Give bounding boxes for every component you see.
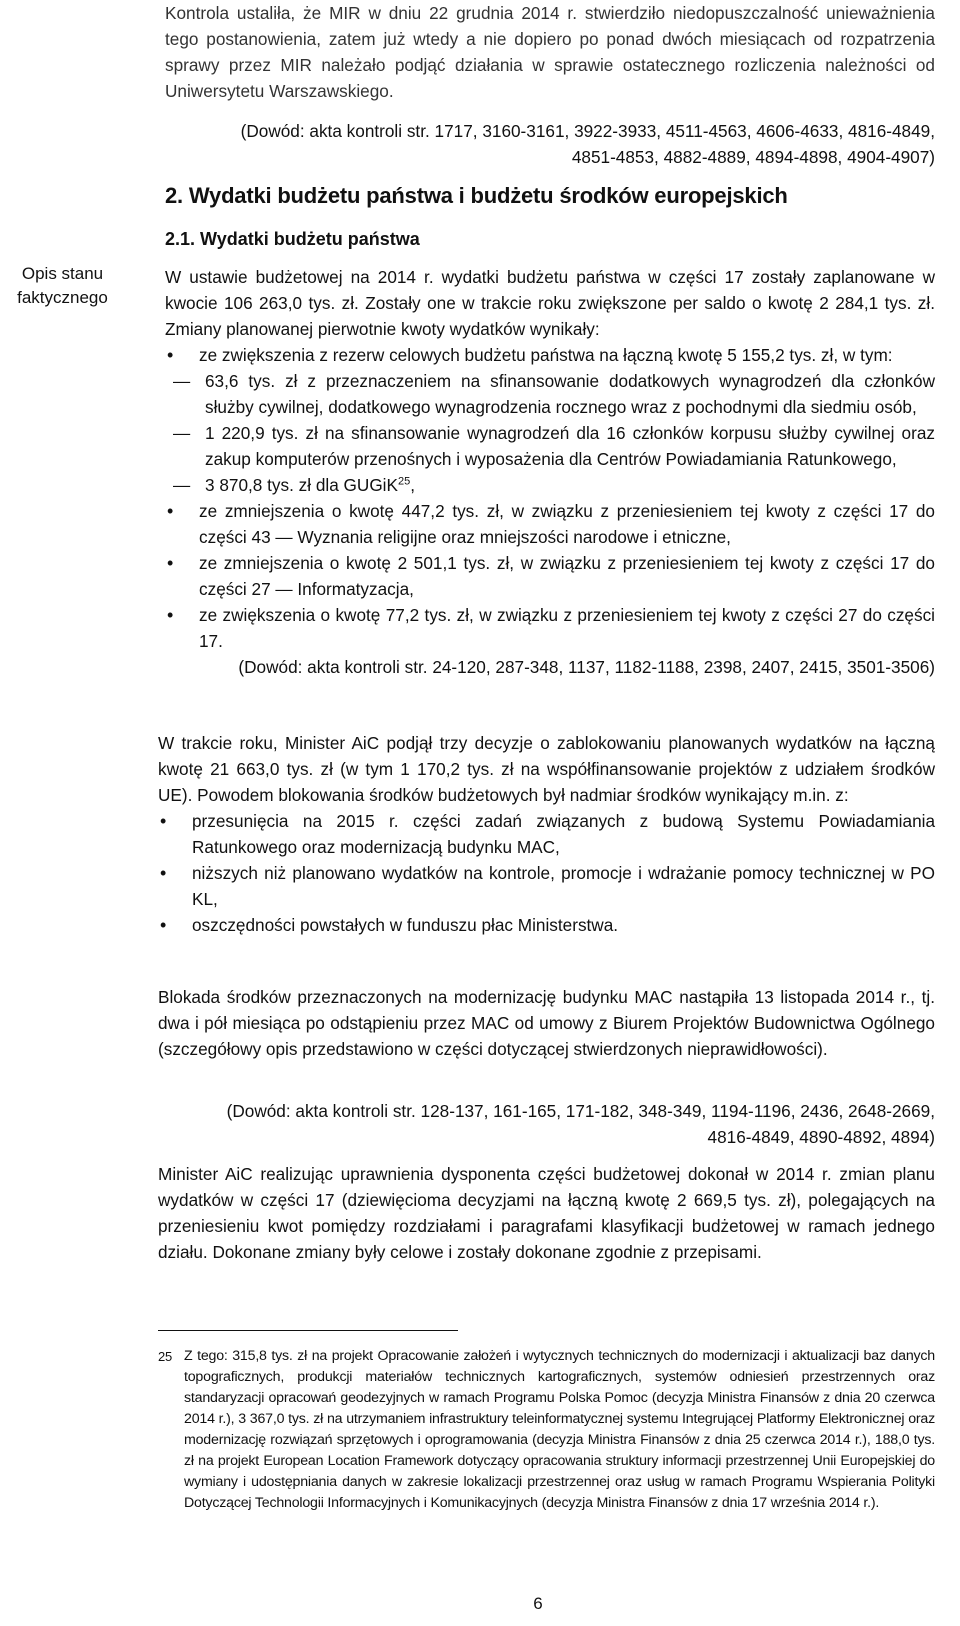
- budget-paragraph: W ustawie budżetowej na 2014 r. wydatki budżetu państwa w części 17 zostały zaplanowane w kwocie 106 263,0 tys. zł. Zostały one w trakcie roku zwiększone per saldo o kwotę 2 284,1 tys. zł. Zmiany planowanej pierwotnie kwoty wydatków wynikały:: [165, 267, 935, 339]
- gugik-text: 3 870,8 tys. zł dla GUGiK: [205, 475, 398, 495]
- subsection-heading-block: [165, 226, 935, 252]
- blocking-block: [158, 730, 935, 938]
- reserves-sub-list: [165, 368, 935, 498]
- blocking-reasons-list: [158, 808, 935, 938]
- blockade-paragraph: Blokada środków przeznaczonych na modernizację budynku MAC nastąpiła 13 listopada 2014 r., tj. dwa i pół miesiąca po odstąpieniu przez MAC od umowy z Biurem Projektów Budownictwa Ogólnego (szczegółowy opis przedstawiono w części dotyczącej stwierdzonych nieprawidłowości).: [158, 987, 935, 1059]
- evidence-3: [158, 1098, 935, 1150]
- list-item: • niższych niż planowano wydatków na kontrole, promocje i wdrażanie pomocy technicznej w PO KL,: [158, 860, 935, 912]
- list-item: • ze zwiększenia o kwotę 77,2 tys. zł, w związku z przeniesieniem tej kwoty z części 27 do części 17.: [165, 602, 935, 654]
- subsection-heading: 2.1. Wydatki budżetu państwa: [165, 229, 420, 249]
- list-item: • przesunięcia na 2015 r. części zadań związanych z budową Systemu Powiadamiania Ratunkowego oraz modernizacją budynku MAC,: [158, 808, 935, 860]
- section-heading: 2. Wydatki budżetu państwa i budżetu środków europejskich: [165, 183, 788, 208]
- side-label: Opis stanu faktycznego: [17, 264, 108, 307]
- list-item: • ze zmniejszenia o kwotę 2 501,1 tys. zł, w związku z przeniesieniem tej kwoty z części 17 do części 27 — Informatyzacja,: [165, 550, 935, 602]
- evidence-1-line-2: 4851-4853, 4882-4889, 4894-4898, 4904-4907): [571, 147, 935, 167]
- footnote-25: [158, 1346, 935, 1514]
- evidence-3-line-2: 4816-4849, 4890-4892, 4894): [707, 1127, 935, 1147]
- budget-block: [165, 264, 935, 680]
- section-heading-block: [165, 181, 935, 211]
- footnote-ref[interactable]: 25: [397, 475, 411, 488]
- blockade-block: [158, 984, 935, 1062]
- minister-block: [158, 1161, 935, 1265]
- page-number-wrap: [0, 1594, 960, 1614]
- increase-reserves-text: ze zwiększenia z rezerw celowych budżetu państwa na łączną kwotę 5 155,2 tys. zł, w tym:: [199, 345, 893, 365]
- list-item: • oszczędności powstałych w funduszu płac Ministerstwa.: [158, 912, 935, 938]
- list-item: [165, 472, 935, 498]
- evidence-1-line-1: (Dowód: akta kontroli str. 1717, 3160-3161, 3922-3933, 4511-4563, 4606-4633, 4816-4849,: [240, 121, 935, 141]
- list-item: — 1 220,9 tys. zł na sfinansowanie wynagrodzeń dla 16 członków korpusu służby cywilnej oraz zakup komputerów przenośnych i wyposażenia dla Centrów Powiadamiania Ratunkowego,: [165, 420, 935, 472]
- gugik-after: ,: [410, 475, 415, 495]
- footnote-text: Z tego: 315,8 tys. zł na projekt Opracowanie założeń i wytycznych technicznych do modernizacji i aktualizacji baz danych topograficznych, produkcji materiałów technicznych kartograficznych, systemów odniesień przestrzennych oraz standaryzacji opracowań geodezyjnych w ramach Programu Polska Pomoc (decyzja Ministra Finansów z dnia 20 czerwca 2014 r.), 3 367,0 tys. zł na utrzymaniem infrastruktury teleinformatycznej systemu Integrującej Platformy Elektronicznej oraz modernizację rozwiązań sprzętowych i oprogramowania (decyzja Ministra Finansów z dnia 25 czerwca 2014 r.), 188,0 tys. zł na projekt European Location Framework dotyczący opracowania struktury informacji przestrzennej Unii Europejskiej do wymiany i udostępniania danych w zakresie lokalizacji przestrzennej oraz usług w ramach Programu Wspierania Polityki Dotyczącej Technologii Informacyjnych i Komunikacyjnych (decyzja Ministra Finansów z dnia 17 września 2014 r.).: [184, 1348, 935, 1511]
- intro-paragraph: Kontrola ustaliła, że MIR w dniu 22 grudnia 2014 r. stwierdziło niedopuszczalność unieważnienia tego postanowienia, zatem już wtedy a nie dopiero po ponad dwóch miesiącach od rozpatrzenia sprawy przez MIR należało podjąć działania w sprawie ostatecznego rozliczenia należności od Uniwersytetu Warszawskiego.: [165, 3, 935, 101]
- intro-block: [165, 0, 935, 104]
- footnote-divider: [158, 1330, 458, 1331]
- list-item: [165, 342, 935, 498]
- evidence-1: [165, 118, 935, 170]
- evidence-3-line-1: (Dowód: akta kontroli str. 128-137, 161-165, 171-182, 348-349, 1194-1196, 2436, 2648-2669,: [226, 1101, 935, 1121]
- list-item: • ze zmniejszenia o kwotę 447,2 tys. zł, w związku z przeniesieniem tej kwoty z części 17 do części 43 — Wyznania religijne oraz mniejszości narodowe i etniczne,: [165, 498, 935, 550]
- minister-paragraph: Minister AiC realizując uprawnienia dysponenta części budżetowej dokonał w 2014 r. zmian planu wydatków w części 17 (dziewięciomа decyzjami na łączną kwotę 2 669,5 tys. zł), polegających na przeniesieniu kwot pomiędzy rozdziałami i paragrafami klasyfikacji budżetowej w ramach jednego działu. Dokonane zmiany były celowe i zostały dokonane zgodnie z przepisami.: [158, 1164, 935, 1262]
- changes-list: [165, 342, 935, 654]
- footnote-number: 25: [158, 1349, 173, 1364]
- blocking-paragraph: W trakcie roku, Minister AiC podjął trzy decyzje o zablokowaniu planowanych wydatków na łączną kwotę 21 663,0 tys. zł (w tym 1 170,2 tys. zł na współfinansowanie projektów z udziałem środków UE). Powodem blokowania środków budżetowych był nadmiar środków wynikający m.in. z:: [158, 733, 935, 805]
- page-number: 6: [533, 1594, 543, 1613]
- list-item: — 63,6 tys. zł z przeznaczeniem na sfinansowanie dodatkowych wynagrodzeń dla członków służby cywilnej, dodatkowego wynagrodzenia rocznego wraz z pochodnymi dla siedmiu osób,: [165, 368, 935, 420]
- evidence-2: (Dowód: akta kontroli str. 24-120, 287-348, 1137, 1182-1188, 2398, 2407, 2415, 3501-3506): [238, 657, 935, 677]
